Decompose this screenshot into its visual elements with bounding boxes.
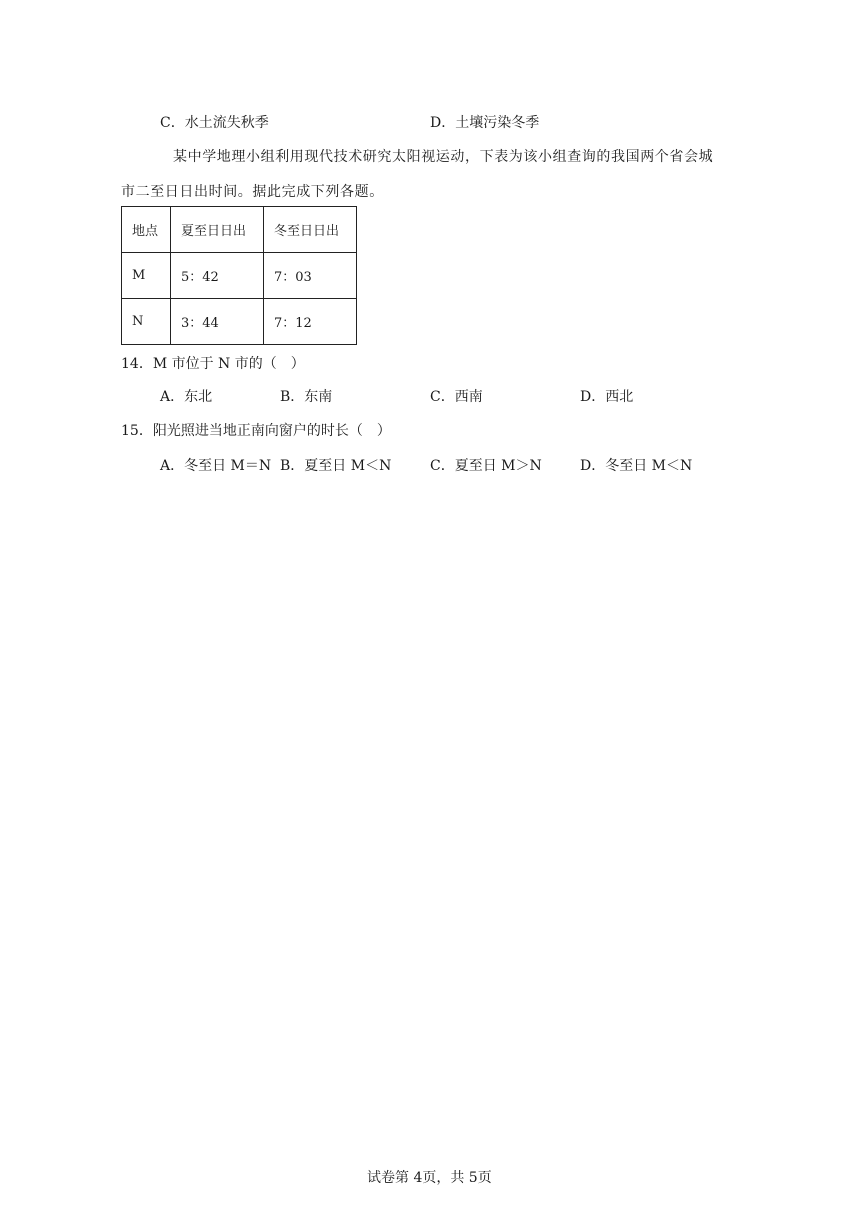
question-15-stem: 15．阳光照进当地正南向窗户的时长（ ） xyxy=(121,423,391,439)
question-14-stem: 14．M 市位于 N 市的（ ） xyxy=(121,356,305,372)
q15-option-b: B．夏至日 M＜N xyxy=(280,458,392,474)
intro-line-1: 某中学地理小组利用现代技术研究太阳视运动，下表为该小组查询的我国两个省会城 xyxy=(173,149,714,165)
option-d-prev: D．土壤污染冬季 xyxy=(430,115,540,131)
q15-option-d: D．冬至日 M＜N xyxy=(580,458,693,474)
q14-option-a: A．东北 xyxy=(160,389,213,405)
table-cell: 5：42 xyxy=(171,253,264,299)
table-header-cell: 地点 xyxy=(122,207,171,253)
table-cell: M xyxy=(122,253,171,299)
table-cell: 3：44 xyxy=(171,299,264,345)
table-cell: 7：12 xyxy=(264,299,357,345)
option-c-prev: C．水土流失秋季 xyxy=(160,115,269,131)
sunrise-table xyxy=(121,206,357,345)
intro-line-2: 市二至日日出时间。据此完成下列各题。 xyxy=(121,184,384,200)
table-header-row xyxy=(122,207,357,253)
q14-option-c: C．西南 xyxy=(430,389,483,405)
table-cell: N xyxy=(122,299,171,345)
table-header-cell: 夏至日日出 xyxy=(171,207,264,253)
table-header-cell: 冬至日日出 xyxy=(264,207,357,253)
page-footer: 试卷第 4页，共 5页 xyxy=(367,1170,492,1186)
table-row xyxy=(122,299,357,345)
q15-option-a: A．冬至日 M＝N xyxy=(160,458,272,474)
q15-option-c: C．夏至日 M＞N xyxy=(430,458,542,474)
q14-option-d: D．西北 xyxy=(580,389,634,405)
table-cell: 7：03 xyxy=(264,253,357,299)
table-row xyxy=(122,253,357,299)
q14-option-b: B．东南 xyxy=(280,389,333,405)
